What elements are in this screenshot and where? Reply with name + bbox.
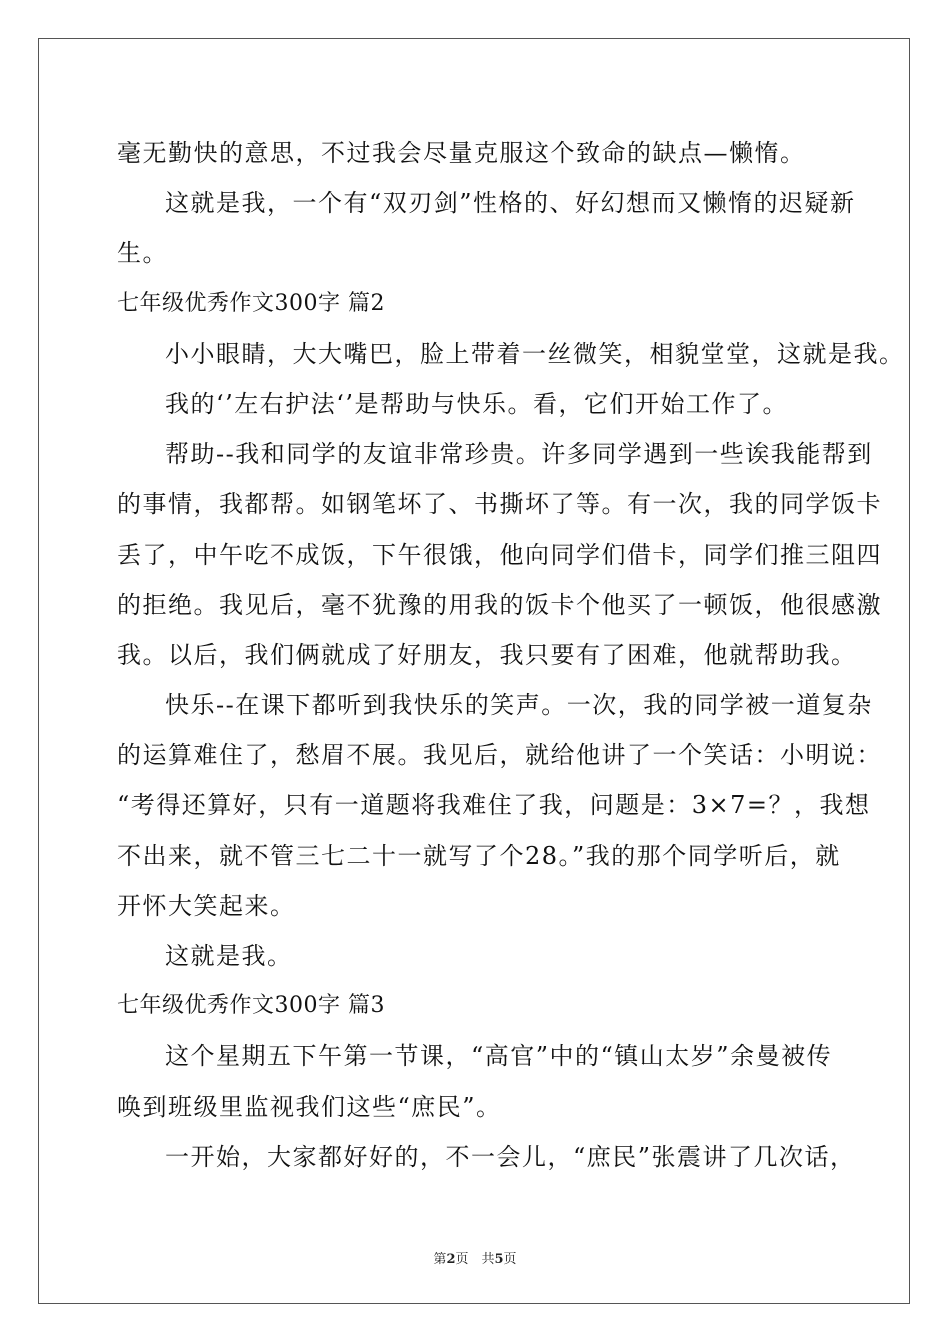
paragraph-line: 这就是我。 [165,942,293,970]
text-line: 毫无勤快的意思，不过我会尽量克服这个致命的缺点—懒惰。 [117,139,806,167]
total-page-number: 5 [494,1252,504,1267]
text-line: 的拒绝。我见后，毫不犹豫的用我的饭卡个他买了一顿饭，他很感激 [117,590,882,619]
section-heading: 七年级优秀作文300字 篇3 [117,993,385,1019]
page-footer [0,1248,950,1267]
text-line: 的运算难住了，愁眉不展。我见后，就给他讲了一个笑话：小明说： [117,741,882,770]
section-heading: 七年级优秀作文300字 篇2 [117,290,385,316]
footer-suffix: 页 [503,1252,517,1267]
paragraph-line: 这就是我，一个有“双刃剑”性格的、好幻想而又懒惰的迟疑新 [165,189,856,218]
document-body [117,128,905,1182]
text-line: 不出来，就不管三七二十一就写了个28。”我的那个同学听后，就 [117,841,841,870]
footer-prefix: 第 [433,1252,447,1267]
paragraph-line: 一开始，大家都好好的，不一会儿，“庶民”张震讲了几次话， [165,1142,856,1171]
paragraph-line: 快乐--在课下都听到我快乐的笑声。一次，我的同学被一道复杂 [165,691,873,720]
text-line: 丢了，中午吃不成饭，下午很饿，他向同学们借卡，同学们推三阻四 [117,540,882,569]
paragraph-line: 小小眼睛，大大嘴巴，脸上带着一丝微笑，相貌堂堂，这就是我。 [165,339,905,368]
paragraph-line: 帮助--我和同学的友谊非常珍贵。许多同学遇到一些诶我能帮到 [165,440,873,469]
text-line: 我。以后，我们俩就成了好朋友，我只要有了困难，他就帮助我。 [117,640,857,669]
paragraph-line: 我的‘’左右护法‘’是帮助与快乐。看，它们开始工作了。 [165,389,789,418]
footer-middle: 页 共 [455,1252,495,1267]
paragraph-line: 这个星期五下午第一节课，“高官”中的“镇山太岁”余曼被传 [165,1042,833,1071]
current-page-number: 2 [446,1252,456,1267]
text-line: 的事情，我都帮。如钢笔坏了、书撕坏了等。有一次，我的同学饭卡 [117,490,882,519]
text-line: 开怀大笑起来。 [117,891,296,920]
text-line: “考得还算好，只有一道题将我难住了我，问题是：3×7=？，我想 [117,791,871,820]
text-line: 唤到班级里监视我们这些“庶民”。 [117,1092,502,1121]
text-line: 生。 [117,239,168,268]
